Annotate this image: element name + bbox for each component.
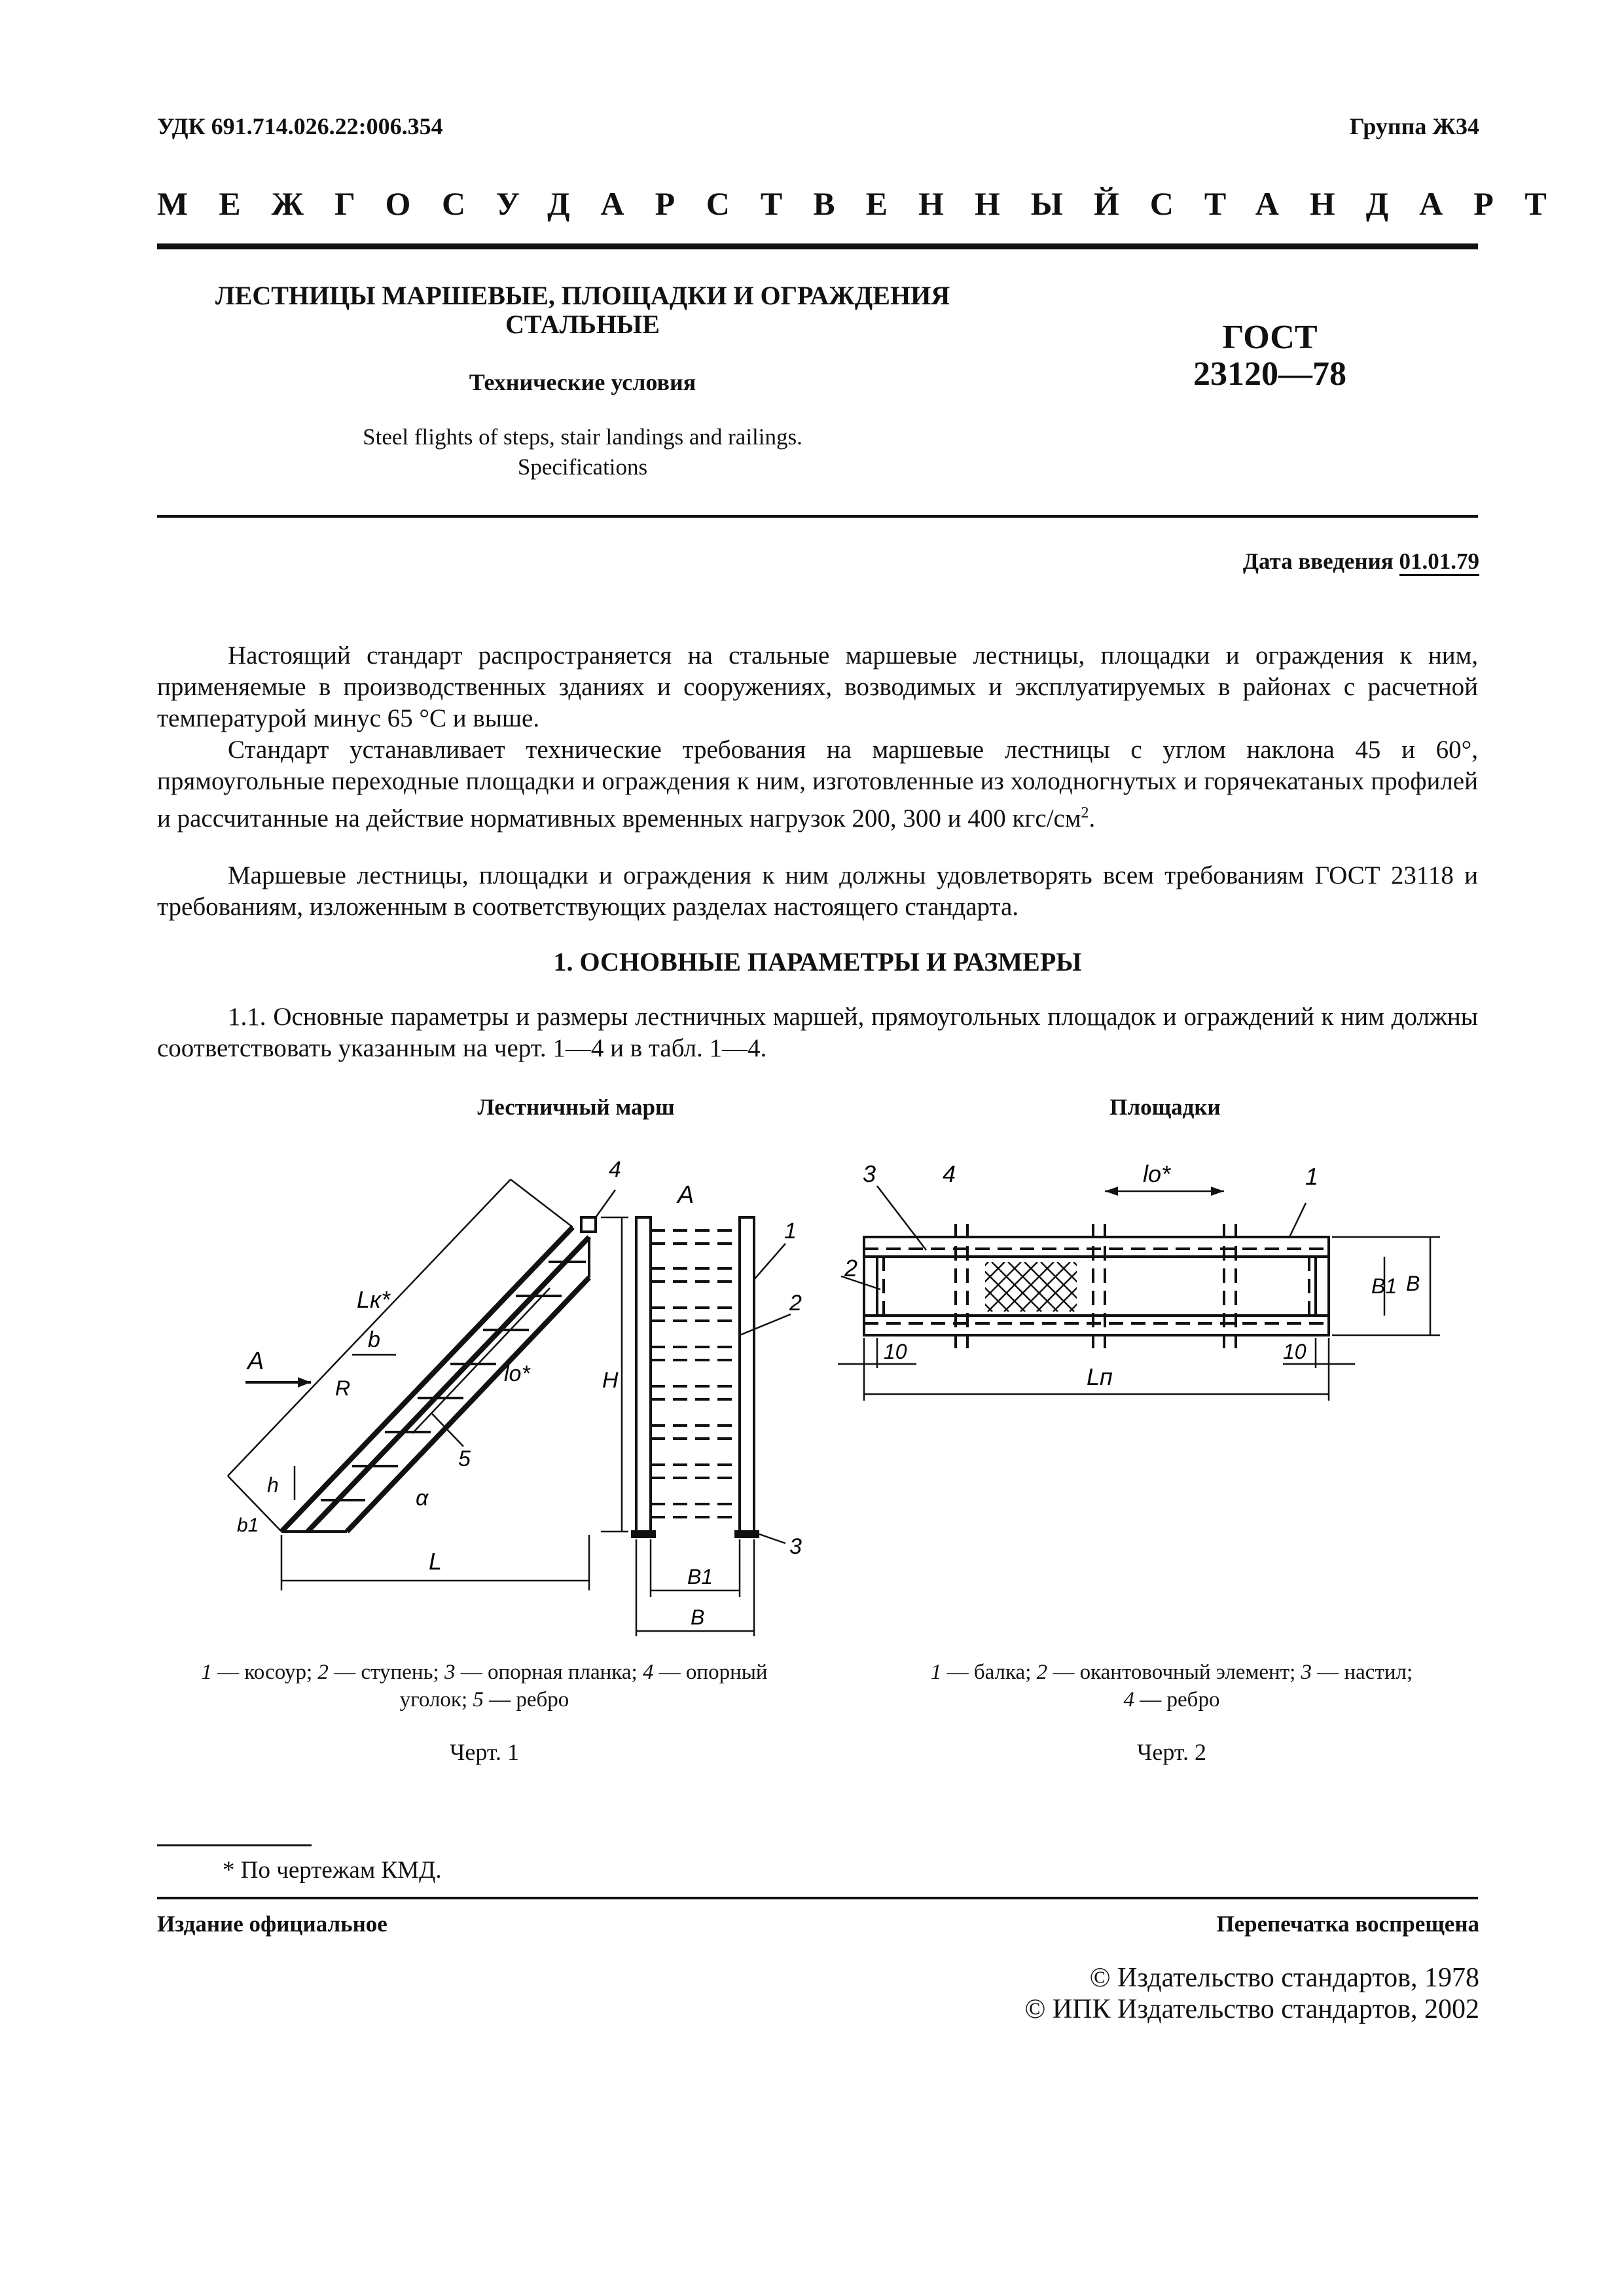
legend1-line2: уголок;	[399, 1688, 473, 1712]
footnote: * По чертежам КМД.	[223, 1857, 442, 1884]
support-angle	[581, 1217, 596, 1232]
legend1-text-2: — ступень;	[328, 1660, 444, 1684]
title-line2: СТАЛЬНЫЕ	[505, 310, 660, 339]
dim-l: L	[429, 1548, 442, 1575]
copyright-2002: © ИПК Издательство стандартов, 2002	[1024, 1994, 1479, 2024]
intro-date-label: Дата введения	[1242, 548, 1394, 574]
title-line1: ЛЕСТНИЦЫ МАРШЕВЫЕ, ПЛОЩАДКИ И ОГРАЖДЕНИЯ	[215, 281, 950, 310]
dim-10-left: 10	[884, 1340, 907, 1363]
legend1-text-3: — опорная планка;	[455, 1660, 643, 1684]
figure1-heading: Лестничный марш	[477, 1094, 675, 1120]
standard-type-word: СТАНДАРТ	[1149, 185, 1577, 222]
dim-lo-landing: lо*	[1143, 1160, 1171, 1187]
legend1-num-3: 3	[444, 1660, 456, 1684]
landing-frame	[864, 1237, 1329, 1335]
legend2-text-2: — окантовочный элемент;	[1047, 1660, 1301, 1684]
dim-B-landing: B	[1406, 1272, 1420, 1295]
callout-2-landing: 2	[844, 1255, 858, 1282]
paragraph-conformity: Маршевые лестницы, площадки и ограждения к ним должны удовлетворять всем требованиям ГОСТ 23118 и требованиям, изложенным в соответствующих разделах настоящего стандарта.	[157, 861, 1478, 921]
dim-r: R	[335, 1376, 351, 1400]
dim-H: H	[602, 1368, 619, 1393]
paragraph-requirements	[157, 734, 1478, 834]
title-rule	[157, 515, 1478, 518]
english-title-line2: Specifications	[517, 454, 648, 480]
callout-4-landing: 4	[943, 1160, 956, 1187]
subtitle: Технические условия	[469, 369, 696, 395]
legend2-num-3: 3	[1301, 1660, 1312, 1684]
dim-alpha: α	[416, 1486, 429, 1511]
legend1-num-5: 5	[473, 1688, 484, 1712]
udk-code: УДК 691.714.026.22:006.354	[157, 113, 443, 139]
stair-side-view	[631, 1181, 759, 1538]
superscript: 2	[1081, 804, 1089, 821]
legend1-num-2: 2	[317, 1660, 329, 1684]
legend1-num-1: 1	[201, 1660, 212, 1684]
paragraph-1-1: 1.1. Основные параметры и размеры лестничных маршей, прямоугольных площадок и ограждений к ним должны соответствовать указанным на черт. 1—4 и в табл. 1—4.	[157, 1003, 1478, 1062]
legend1-text-1: — косоур;	[211, 1660, 318, 1684]
legend2-text-1: — балка;	[941, 1660, 1037, 1684]
intro-date	[1243, 548, 1479, 575]
callout-4: 4	[609, 1157, 621, 1182]
callout-1-landing: 1	[1305, 1163, 1319, 1190]
figure2-caption: Черт. 2	[1137, 1739, 1206, 1765]
legend2-num-4: 4	[1123, 1688, 1135, 1712]
section-heading: 1. ОСНОВНЫЕ ПАРАМЕТРЫ И РАЗМЕРЫ	[553, 947, 1082, 977]
legend1-num-4: 4	[642, 1660, 654, 1684]
reprint-notice: Перепечатка воспрещена	[1216, 1911, 1479, 1937]
legend1-text-4: — опорный	[653, 1660, 768, 1684]
callout-2: 2	[789, 1291, 802, 1316]
figure1-legend	[157, 1659, 812, 1713]
figure1-stair-drawing	[196, 1139, 838, 1662]
group-code: Группа Ж34	[1349, 113, 1479, 139]
callout-3-landing: 3	[863, 1160, 876, 1187]
dim-ln: Lп	[1087, 1363, 1113, 1390]
figure1-caption: Черт. 1	[450, 1739, 519, 1765]
standard-type-heading	[157, 185, 1577, 223]
callout-3: 3	[789, 1534, 802, 1559]
legend2-text-4: — ребро	[1134, 1688, 1220, 1712]
intro-date-value: 01.01.79	[1399, 548, 1480, 576]
figure2-landing-drawing	[838, 1152, 1466, 1466]
paragraph-requirements-text: Стандарт устанавливает технические требования на маршевые лестницы с углом наклона 45 и 60°, прямоугольные переходные площадки и ограждения к ним, изготовленные из холодногнутых и горячекатаных профилей и рассчитанные на действие нормативных временных нагрузок 200, 300 и 400 кгс/см	[157, 736, 1478, 833]
english-title-line1: Steel flights of steps, stair landings and railings.	[363, 424, 802, 450]
figure2-heading: Площадки	[1109, 1094, 1221, 1120]
dim-10-right: 10	[1283, 1340, 1307, 1363]
callout-5: 5	[458, 1446, 471, 1471]
figure2-legend	[864, 1659, 1479, 1713]
header-rule	[157, 243, 1478, 249]
callout-1: 1	[784, 1219, 797, 1244]
footnote-rule	[157, 1844, 312, 1846]
arrow-label-a: A	[247, 1348, 264, 1375]
paragraph-end: .	[1089, 804, 1096, 833]
dim-lo: lо*	[504, 1361, 530, 1386]
dim-b1: b1	[237, 1515, 259, 1536]
legend2-num-2: 2	[1036, 1660, 1048, 1684]
gost-number: 23120—78	[1193, 355, 1346, 393]
dim-B1-landing: B1	[1371, 1274, 1397, 1298]
legend2-num-1: 1	[930, 1660, 942, 1684]
legend2-text-3: — настил;	[1312, 1660, 1413, 1684]
dim-B: B	[691, 1605, 705, 1629]
footer-rule	[157, 1897, 1478, 1899]
paragraph-scope: Настоящий стандарт распространяется на стальные маршевые лестницы, площадки и ограждения к ним, применяемые в производственных зданиях и сооружениях, возводимых и эксплуатируемых в районах с расчетной температурой минус 65 °С и выше.	[157, 641, 1478, 732]
copyright-1978: © Издательство стандартов, 1978	[1089, 1963, 1479, 1993]
standard-type-word: МЕЖГОСУДАРСТВЕННЫЙ	[157, 185, 1150, 222]
edition-official: Издание официальное	[157, 1911, 387, 1937]
stair-stringer	[281, 1227, 589, 1532]
view-label-a: A	[677, 1181, 694, 1209]
dim-lk: Lк*	[357, 1286, 391, 1313]
gost-label: ГОСТ	[1222, 319, 1318, 356]
dim-B1: B1	[687, 1565, 713, 1588]
legend1-text-5: — ребро	[483, 1688, 569, 1712]
dim-h: h	[267, 1473, 279, 1497]
dim-b: b	[368, 1327, 380, 1352]
